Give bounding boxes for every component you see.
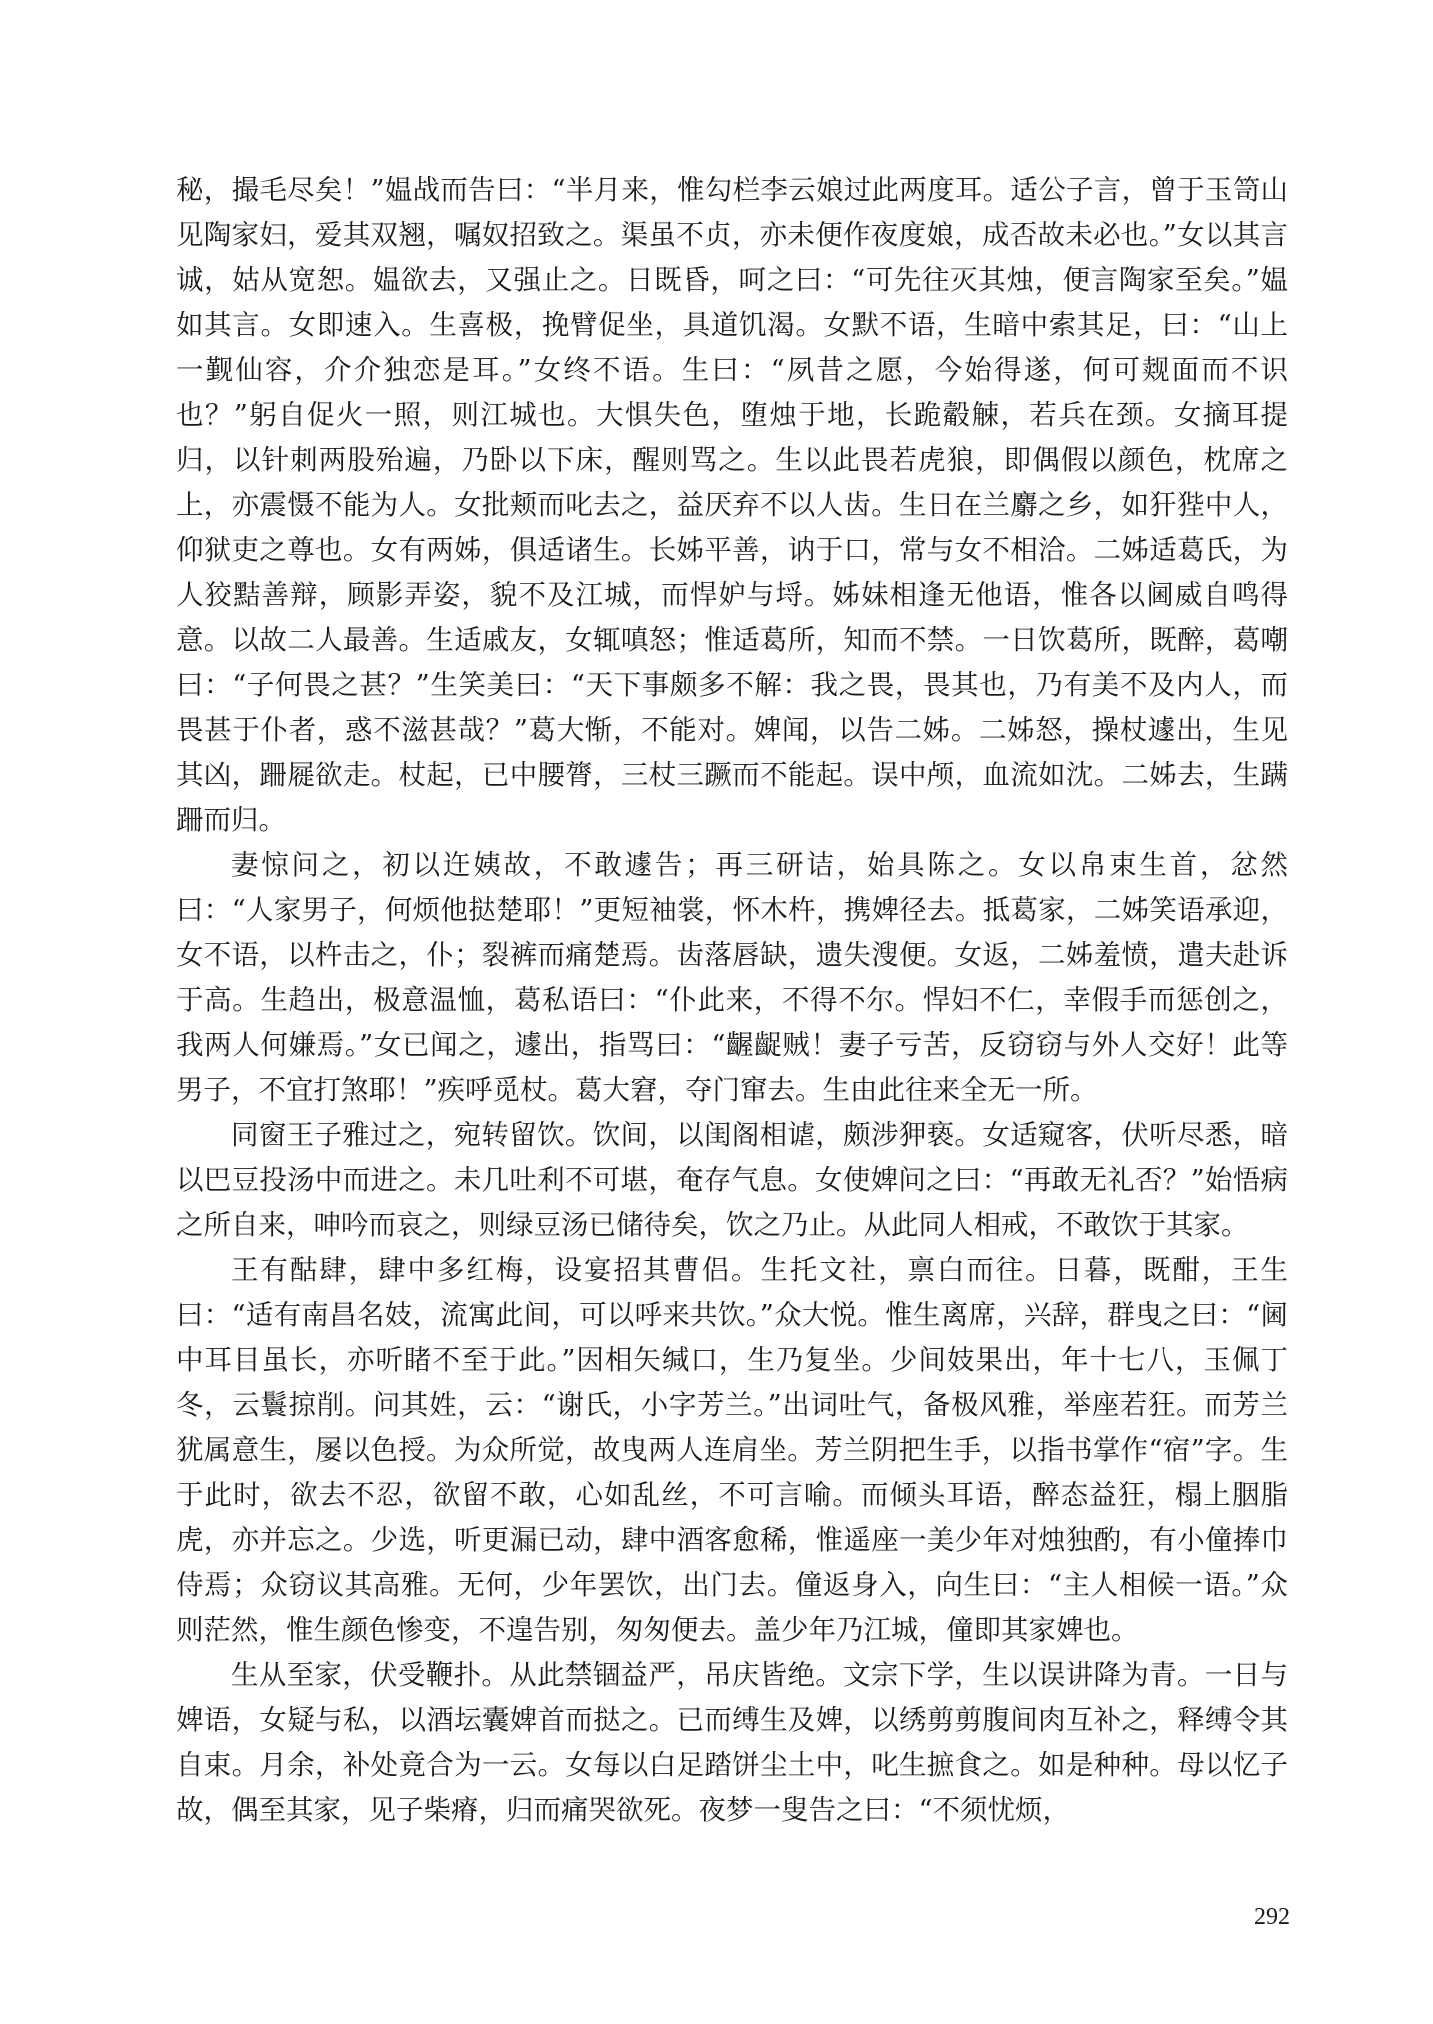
body-text bbox=[176, 168, 1288, 1833]
page-number: 292 bbox=[1254, 1904, 1290, 1930]
paragraph-1: 秘，撮毛尽矣！”媪战而告曰：“半月来，惟勾栏李云娘过此两度耳。适公子言，曾于玉笥山见陶家妇，爱其双翘，嘱奴招致之。渠虽不贞，亦未便作夜度娘，成否故未必也。”女以其言诚，姑从宽恕。媪欲去，又强止之。日既昏，呵之曰：“可先往灭其烛，便言陶家至矣。”媪如其言。女即速入。生喜极，挽臂促坐，具道饥渴。女默不语，生暗中索其足，曰：“山上一觐仙容，介介独恋是耳。”女终不语。生曰：“夙昔之愿，今始得遂，何可觌面而不识也？”躬自促火一照，则江城也。大惧失色，堕烛于地，长跪觳觫，若兵在颈。女摘耳提归，以针刺两股殆遍，乃卧以下床，醒则骂之。生以此畏若虎狼，即偶假以颜色，枕席之上，亦震慑不能为人。女批颊而叱去之，益厌弃不以人齿。生日在兰麝之乡，如犴狴中人，仰狱吏之尊也。女有两姊，俱适诸生。长姊平善，讷于口，常与女不相洽。二姊适葛氏，为人狡黠善辩，顾影弄姿，貌不及江城，而悍妒与埒。姊妹相逢无他语，惟各以阃威自鸣得意。以故二人最善。生适戚友，女辄嗔怒；惟适葛所，知而不禁。一日饮葛所，既醉，葛嘲曰：“子何畏之甚？”生笑美曰：“天下事颇多不解：我之畏，畏其也，乃有美不及内人，而畏甚于仆者，惑不滋甚哉？”葛大惭，不能对。婢闻，以告二姊。二姊怒，操杖遽出，生见其凶，跚屣欲走。杖起，已中腰膂，三杖三蹶而不能起。误中颅，血流如沈。二姊去，生蹒跚而归。 bbox=[176, 174, 1288, 836]
paragraph-3: 同窗王子雅过之，宛转留饮。饮间，以闺阁相谑，颇涉狎亵。女适窥客，伏听尽悉，暗以巴豆投汤中而进之。未几吐利不可堪，奄存气息。女使婢问之曰：“再敢无礼否？”始悟病之所自来，呻吟而哀之，则绿豆汤已储待矣，饮之乃止。从此同人相戒，不敢饮于其家。 bbox=[176, 1119, 1288, 1241]
paragraph-2: 妻惊问之，初以迕姨故，不敢遽告；再三研诘，始具陈之。女以帛束生首，忿然曰：“人家男子，何烦他挞楚耶！”更短袖裳，怀木杵，携婢径去。抵葛家，二姊笑语承迎，女不语，以杵击之，仆；裂裤而痛楚焉。齿落唇缺，遗失溲便。女返，二姊羞愤，遣夫赴诉于高。生趋出，极意温恤，葛私语曰：“仆此来，不得不尔。悍妇不仁，幸假手而惩创之，我两人何嫌焉。”女已闻之，遽出，指骂曰：“齷齪贼！妻子亏苦，反窃窃与外人交好！此等男子，不宜打煞耶！”疾呼觅杖。葛大窘，夺门窜去。生由此往来全无一所。 bbox=[176, 849, 1288, 1106]
paragraph-5: 生从至家，伏受鞭扑。从此禁锢益严，吊庆皆绝。文宗下学，生以误讲降为青。一日与婢语，女疑与私，以酒坛囊婢首而挞之。已而缚生及婢，以绣剪剪腹间肉互补之，释缚令其自束。月余，补处竟合为一云。女每以白足踏饼尘土中，叱生摭食之。如是种种。母以忆子故，偶至其家，见子柴瘠，归而痛哭欲死。夜梦一叟告之曰：“不须忧烦， bbox=[176, 1659, 1288, 1826]
paragraph-4: 王有酤肆，肆中多红梅，设宴招其曹侣。生托文社，禀白而往。日暮，既酣，王生曰：“适有南昌名妓，流寓此间，可以呼来共饮。”众大悦。惟生离席，兴辞，群曳之曰：“阃中耳目虽长，亦听睹不至于此。”因相矢缄口，生乃复坐。少间妓果出，年十七八，玉佩丁冬，云鬟掠削。问其姓，云：“谢氏，小字芳兰。”出词吐气，备极风雅，举座若狂。而芳兰犹属意生，屡以色授。为众所觉，故曳两人连肩坐。芳兰阴把生手，以指书掌作“宿”字。生于此时，欲去不忍，欲留不敢，心如乱丝，不可言喻。而倾头耳语，醉态益狂，榻上胭脂虎，亦并忘之。少选，听更漏已动，肆中酒客愈稀，惟遥座一美少年对烛独酌，有小僮捧巾侍焉；众窃议其高雅。无何，少年罢饮，出门去。僮返身入，向生曰：“主人相候一语。”众则茫然，惟生颜色惨变，不遑告别，匆匆便去。盖少年乃江城，僮即其家婢也。 bbox=[176, 1254, 1288, 1646]
